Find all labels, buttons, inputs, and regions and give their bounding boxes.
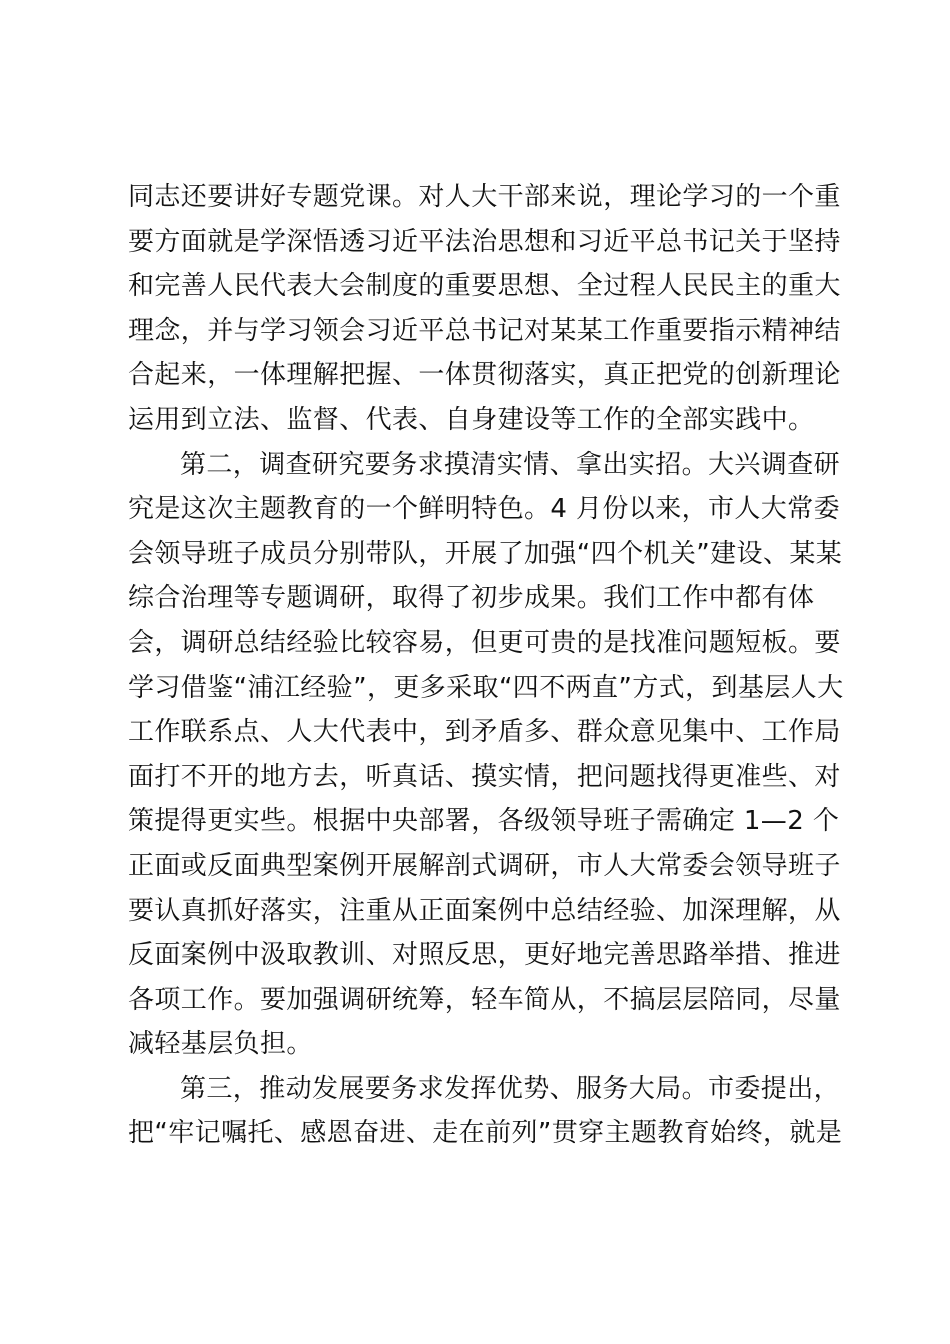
text-line: 会，调研总结经验比较容易，但更可贵的是找准问题短板。要 [128,627,841,658]
text-line: 要认真抓好落实，注重从正面案例中总结经验、加深理解，从 [128,895,841,926]
paragraph-1 [128,175,841,443]
text-line: 理念，并与学习领会习近平总书记对某某工作重要指示精神结 [128,315,841,346]
paragraph-3 [128,1067,843,1156]
text-line: 工作联系点、人大代表中，到矛盾多、群众意见集中、工作局 [128,717,841,748]
text-line: 和完善人民代表大会制度的重要思想、全过程人民民主的重大 [128,271,841,302]
text-line: 面打不开的地方去，听真话、摸实情，把问题找得更准些、对 [128,761,841,792]
text-line: 合起来，一体理解把握、一体贯彻落实，真正把党的创新理论 [128,360,841,391]
text-line: 究是这次主题教育的一个鲜明特色。4 月份以来，市人大常委 [128,494,841,525]
text-line: 第二，调查研究要务求摸清实情、拿出实招。大兴调查研 [180,449,841,480]
text-line: 会领导班子成员分别带队，开展了加强“四个机关”建设、某某 [128,538,843,569]
text-line: 减轻基层负担。 [128,1029,313,1060]
text-line: 运用到立法、监督、代表、自身建设等工作的全部实践中。 [128,404,815,435]
paragraph-2 [128,443,844,1067]
text-line: 同志还要讲好专题党课。对人大干部来说，理论学习的一个重 [128,182,841,212]
text-line: 第三，推动发展要务求发挥优势、服务大局。市委提出， [180,1073,841,1104]
body-text [128,175,844,1156]
text-line: 综合治理等专题调研，取得了初步成果。我们工作中都有体 [128,583,815,614]
text-line: 各项工作。要加强调研统筹，轻车简从，不搞层层陪同，尽量 [128,984,841,1015]
text-line: 要方面就是学深悟透习近平法治思想和习近平总书记关于坚持 [128,226,841,257]
text-line: 把“牢记嘱托、感恩奋进、走在前列”贯穿主题教育始终，就是 [128,1118,843,1149]
text-line: 反面案例中汲取教训、对照反思，更好地完善思路举措、推进 [128,940,841,971]
text-line: 策提得更实些。根据中央部署，各级领导班子需确定 1—2 个 [128,806,840,837]
text-line: 学习借鉴“浦江经验”，更多采取“四不两直”方式，到基层人大 [128,672,844,703]
text-line: 正面或反面典型案例开展解剖式调研，市人大常委会领导班子 [128,850,841,881]
